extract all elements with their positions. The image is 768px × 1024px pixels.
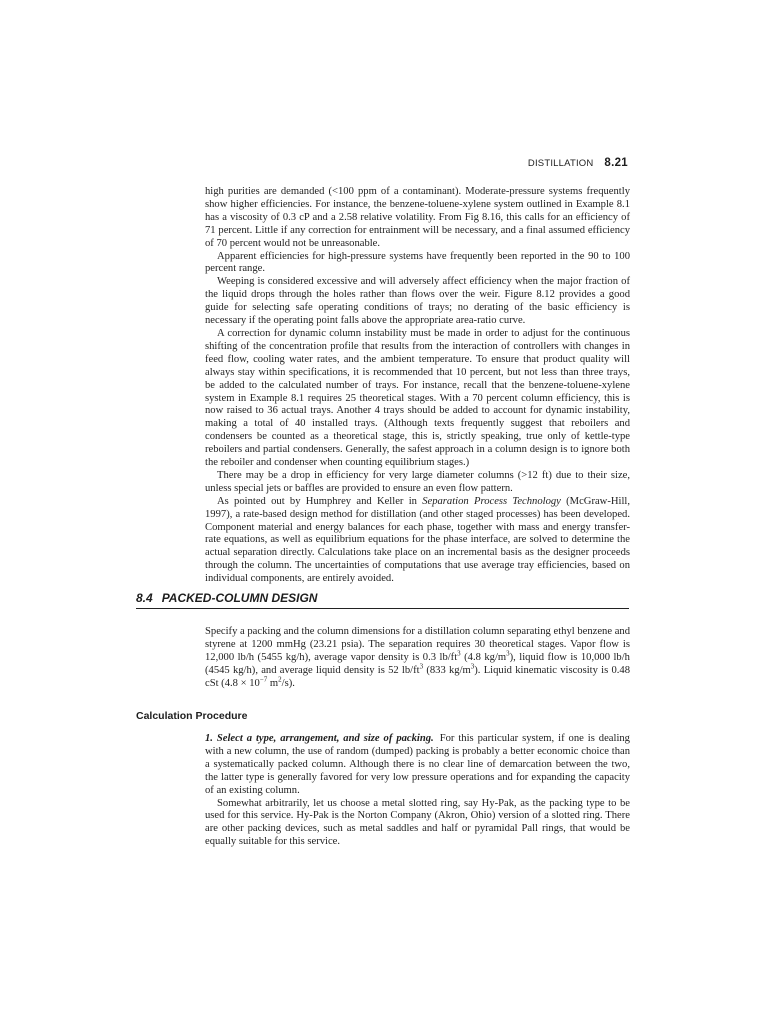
- superscript: 2: [278, 675, 282, 684]
- running-head: [205, 157, 628, 169]
- paragraph: A correction for dynamic column instability must be made in order to adjust for the continuous shifting of the concentration profile that results from the interaction of controllers with changes in feed flow, cooling water rates, and the ambient temperature. To ensure that product quality will always stay within specifications, it is recommended that 10 percent, but not less than three trays, be added to the calculated number of trays. For instance, recall that the benzene-toluene-xylene system in Example 8.1 requires 25 theoretical stages. With a 70 percent column efficiency, this is now raised to 36 actual trays. Another 4 trays should be added to account for dynamic instability, making a total of 40 installed trays. (Although texts frequently suggest that reboilers and condensers be counted as a theoretical stage, this is, strictly speaking, true only of kettle-type reboilers and partial condensers. Generally, the safest approach in a column design is to ignore both the reboiler and condenser when counting equilibrium stages.): [205, 327, 630, 469]
- superscript: 3: [470, 662, 475, 671]
- text-run: (833 kg/m: [423, 664, 471, 676]
- running-head-title: DISTILLATION: [527, 158, 594, 169]
- text-block-efficiency: [205, 186, 630, 586]
- text-run: ), liquid flow is 10,000 lb/h (4545 kg/h), and average liquid density is 52 lb/ft: [205, 651, 630, 676]
- superscript: 3: [457, 649, 461, 658]
- text-run: /s).: [281, 677, 295, 689]
- paragraph: [205, 626, 630, 691]
- superscript: 3: [506, 649, 510, 658]
- section-number: 8.4: [136, 591, 153, 605]
- paragraph: [205, 496, 630, 586]
- book-title: Separation Process Technology: [422, 495, 561, 507]
- subsection-heading: Calculation Procedure: [136, 710, 248, 722]
- paragraph: high purities are demanded (<100 ppm of a contaminant). Moderate-pressure systems frequently show higher efficiencies. For instance, the benzene-toluene-xylene system outlined in Example 8.1 has a viscosity of 0.3 cP and a 2.58 relative volatility. From Fig 8.16, this calls for an efficiency of 71 percent. Little if any correction for entrainment will be necessary, and a final assumed efficiency of 70 percent would not be unreasonable.: [205, 186, 630, 249]
- text-run: (McGraw-Hill, 1997), a rate-based design method for distillation (and other staged processes) has been developed. Component material and energy balances for each phase, together with mass and energy transfer-rate equations, as well as equilibrium equations for the phase interface, are solved to determine the actual separation directly. Calculations take place on an incremental basis as the designer proceeds through the column. The uncertainties of computations that use average tray efficiencies, based on individual components, are entirely avoided.: [205, 495, 630, 585]
- calculation-procedure: [205, 733, 630, 849]
- text-run: Specify a packing and the column dimensions for a distillation column separating ethyl benzene and styrene at 1200 mmHg (23.21 psia). The separation requires 30 theoretical stages. Vapor flow is 12,000 lb/h (5455 kg/h), average vapor density is 0.3 lb/ft: [205, 626, 630, 663]
- text-run: ). Liquid kinematic viscosity is 0.48 cSt (4.8 × 10: [205, 664, 630, 689]
- page-number: 8.21: [604, 157, 628, 169]
- text-run: For this particular system, if one is dealing with a new column, the use of random (dumped) packing is probably a better economic choice than a systematically packed column. Although there is no clear line of demarcation between the two, the latter type is generally favored for very low pressure operations and for expanding the capacity of an existing column.: [205, 733, 630, 796]
- step-heading: 1. Select a type, arrangement, and size of packing.: [205, 733, 434, 744]
- paragraph: Weeping is considered excessive and will adversely affect efficiency when the major fraction of the liquid drops through the holes rather than flows over the weir. Figure 8.12 provides a good guide for selecting safe operating conditions of trays; no derating of the basic efficiency is necessary if the operating point falls above the appropriate area-ratio curve.: [205, 276, 630, 327]
- text-run: As pointed out by Humphrey and Keller in: [217, 495, 423, 507]
- superscript: −7: [259, 675, 268, 684]
- section-heading: [136, 591, 629, 609]
- section-title: PACKED-COLUMN DESIGN: [161, 591, 318, 605]
- paragraph: Apparent efficiencies for high-pressure systems have frequently been reported in the 90 to 100 percent range.: [205, 250, 630, 275]
- paragraph: Somewhat arbitrarily, let us choose a metal slotted ring, say Hy-Pak, as the packing type to be used for this service. Hy-Pak is the Norton Company (Akron, Ohio) version of a slotted ring. There are other packing devices, such as metal saddles and half or pyramidal Pall rings, that would be equally suitable for this service.: [205, 797, 630, 848]
- paragraph: There may be a drop in efficiency for very large diameter columns (>12 ft) due to their size, unless special jets or baffles are provided to ensure an even flow pattern.: [205, 469, 630, 494]
- text-run: (4.8 kg/m: [460, 651, 507, 663]
- problem-statement: [205, 626, 630, 691]
- superscript: 3: [419, 662, 424, 671]
- text-run: m: [267, 677, 279, 689]
- paragraph: [205, 733, 630, 798]
